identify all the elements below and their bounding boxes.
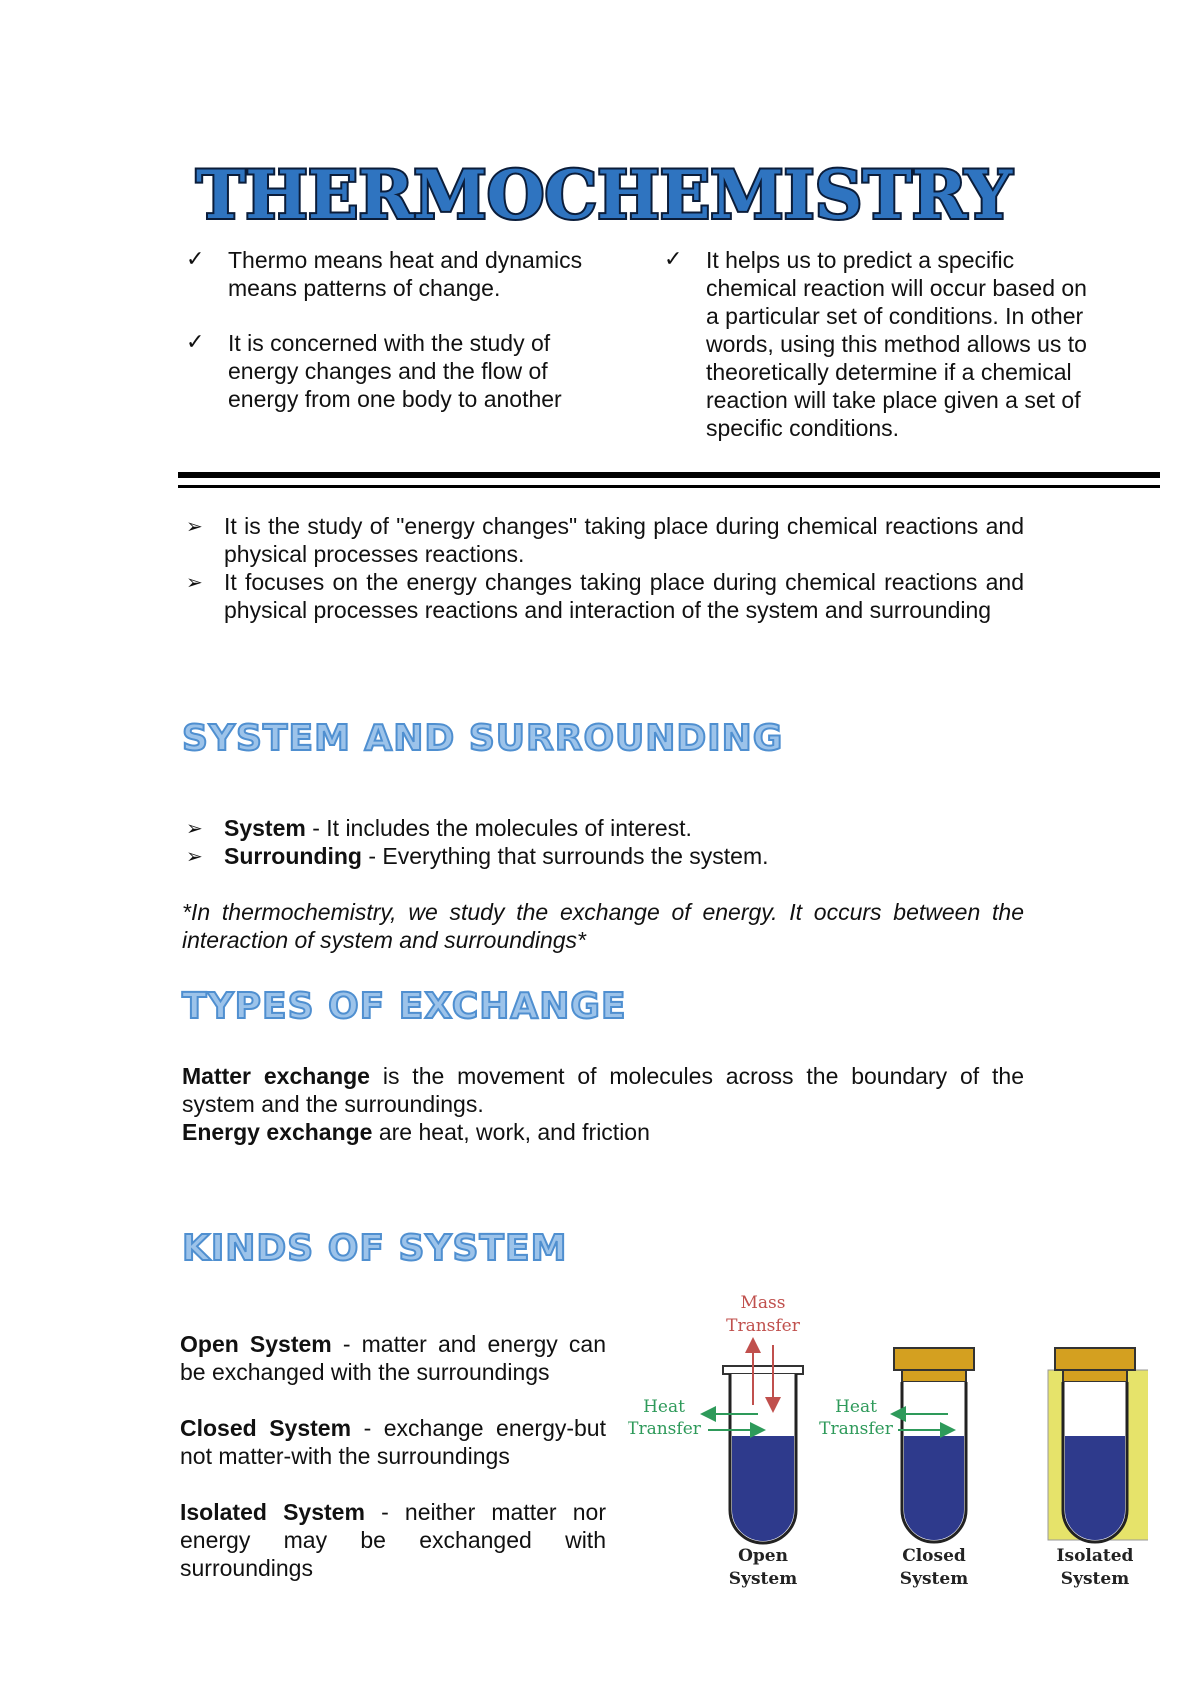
kind-term: Open System (180, 1331, 332, 1357)
mass-label: Transfer (726, 1316, 800, 1336)
page-title-text: THERMOCHEMISTRY (196, 156, 1013, 234)
divider-thin (178, 485, 1160, 488)
kind-item (180, 1330, 606, 1386)
energy-exchange-term: Energy exchange (182, 1119, 373, 1145)
section-heading-kinds: KINDS OF SYSTEM (182, 1228, 568, 1269)
kind-desc: - matter and energy can be exchanged with the surroundings (180, 1331, 606, 1385)
arrow-bullet-icon: ➢ (186, 514, 203, 538)
closed-system-label: System (899, 1569, 969, 1589)
kind-item (180, 1498, 606, 1582)
arrow-bullet-icon: ➢ (186, 844, 203, 868)
closed-system-tube (894, 1348, 974, 1542)
kind-term: Closed System (180, 1415, 352, 1441)
intro-text: It is concerned with the study of energy changes and the flow of energy from one body to another (228, 330, 562, 412)
intro-text: It helps us to predict a specific chemical reaction will occur based on a particular set of conditions. In other words, using this method allows us to theoretically determine if a chemical reaction will take place given a set of specific conditions. (706, 247, 1087, 441)
exchange-paragraph (182, 1062, 1024, 1146)
energy-exchange-desc: are heat, work, and friction (372, 1119, 650, 1145)
page-title (196, 152, 1016, 232)
definition-list (186, 512, 1024, 624)
intro-text: Thermo means heat and dynamics means patterns of change. (228, 247, 583, 301)
isolated-system-label: System (1060, 1569, 1130, 1589)
definition-text: It focuses on the energy changes taking place during chemical reactions and physical processes reactions and interaction of the system and surrounding (224, 569, 1024, 623)
intro-check-item (664, 246, 1104, 442)
heat-label-open: Transfer (628, 1419, 701, 1439)
intro-check-item (186, 329, 616, 413)
section-heading-system: SYSTEM AND SURROUNDING (182, 718, 784, 759)
definition-text: It is the study of "energy changes" taking place during chemical reactions and physical processes reactions. (224, 513, 1024, 567)
arrow-bullet-icon: ➢ (186, 816, 203, 840)
intro-right-column (664, 246, 1104, 469)
kinds-list (180, 1330, 606, 1610)
intro-check-item (186, 246, 616, 302)
matter-exchange-desc: is the movement of molecules across the boundary of the system and the surroundings. (182, 1063, 1024, 1117)
definition-item (186, 512, 1024, 568)
system-item (186, 814, 1024, 842)
isolated-system-label: Isolated (1056, 1546, 1134, 1566)
divider-thick (178, 472, 1160, 478)
matter-exchange-term: Matter exchange (182, 1063, 370, 1089)
intro-left-column (186, 246, 616, 440)
open-system-label: Open (738, 1546, 788, 1566)
system-note: *In thermochemistry, we study the exchange of energy. It occurs between the interaction of system and surroundings* (182, 899, 1024, 953)
closed-system-label: Closed (902, 1546, 966, 1566)
heat-label-closed: Transfer (819, 1419, 893, 1439)
checkmark-icon: ✓ (664, 247, 683, 272)
system-list (186, 814, 1024, 870)
system-desc: - Everything that surrounds the system. (361, 843, 769, 869)
arrow-bullet-icon: ➢ (186, 570, 203, 594)
kind-item (180, 1414, 606, 1470)
kind-desc: - exchange energy-but not matter-with the surroundings (180, 1415, 606, 1469)
open-system-label: System (728, 1569, 798, 1589)
system-types-diagram (628, 1290, 1148, 1590)
mass-label: Mass (740, 1293, 786, 1313)
system-item (186, 842, 1024, 870)
system-term: System (224, 815, 306, 841)
definition-item (186, 568, 1024, 624)
heat-label-open: Heat (643, 1397, 685, 1417)
checkmark-icon: ✓ (186, 330, 205, 355)
isolated-system-tube (1048, 1348, 1148, 1542)
system-desc: - It includes the molecules of interest. (305, 815, 692, 841)
heat-label-closed: Heat (835, 1397, 877, 1417)
system-term: Surrounding (224, 843, 362, 869)
kind-desc: - neither matter nor energy may be exchanged with surroundings (180, 1499, 606, 1581)
open-system-tube (708, 1345, 803, 1543)
kind-term: Isolated System (180, 1499, 365, 1525)
section-heading-exchange: TYPES OF EXCHANGE (182, 986, 627, 1027)
checkmark-icon: ✓ (186, 247, 205, 272)
